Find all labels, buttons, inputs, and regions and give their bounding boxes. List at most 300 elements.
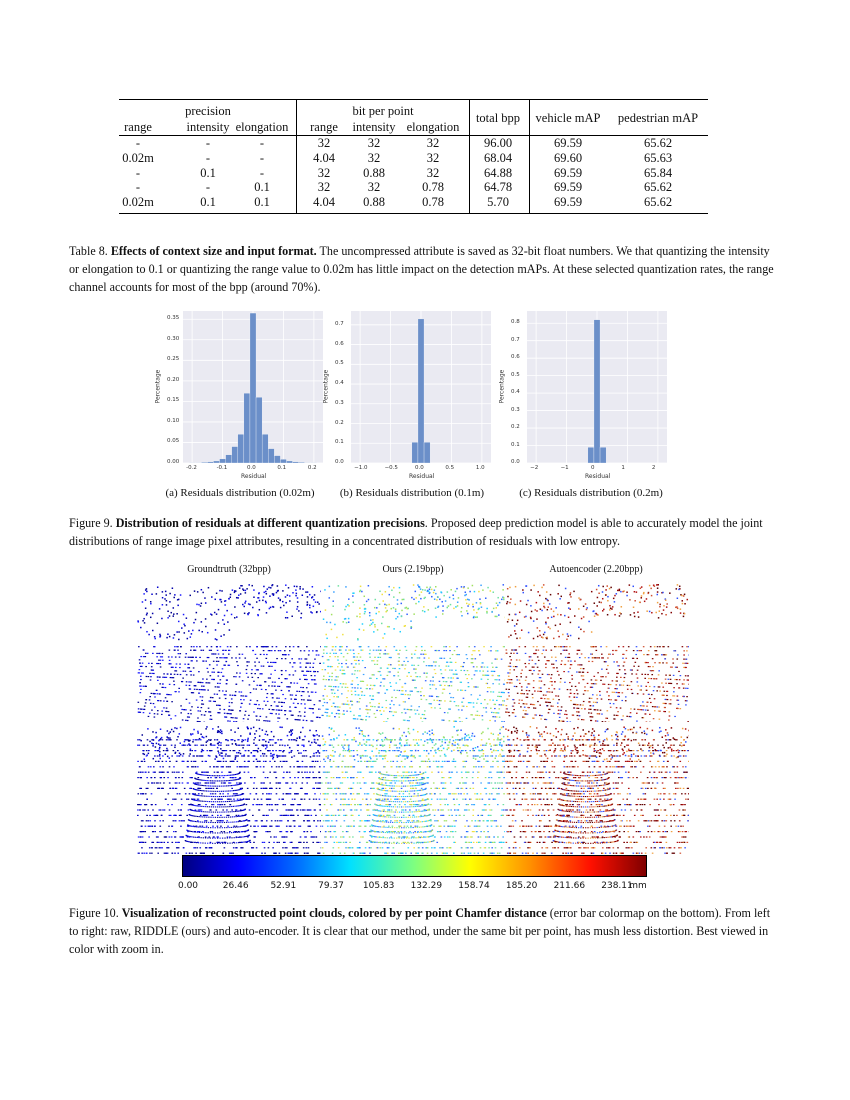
- point: [275, 772, 277, 773]
- point: [162, 604, 164, 606]
- point: [589, 698, 591, 699]
- point: [579, 664, 581, 665]
- point: [276, 709, 278, 710]
- point: [602, 684, 604, 685]
- point: [545, 695, 547, 696]
- point: [228, 745, 230, 746]
- point: [424, 657, 426, 658]
- point: [307, 601, 309, 603]
- table-cell: -: [259, 166, 265, 180]
- point: [312, 755, 314, 756]
- point: [240, 695, 242, 696]
- point: [440, 591, 442, 593]
- point: [476, 670, 478, 671]
- point: [641, 586, 643, 588]
- point: [179, 793, 181, 794]
- point: [299, 586, 301, 588]
- point: [369, 612, 371, 614]
- point: [261, 689, 263, 690]
- point: [569, 668, 571, 669]
- point: [331, 614, 333, 616]
- point: [646, 598, 648, 600]
- point: [277, 585, 279, 587]
- point: [161, 714, 163, 715]
- point: [219, 761, 221, 762]
- point: [160, 700, 162, 701]
- point: [435, 616, 437, 618]
- x-tick-label: -0.2: [186, 465, 197, 471]
- point: [378, 671, 380, 672]
- point: [590, 709, 592, 710]
- point: [286, 831, 288, 832]
- point: [688, 646, 689, 647]
- y-tick-label: 0.3: [511, 406, 520, 413]
- point: [243, 718, 245, 719]
- histogram-bar: [213, 461, 219, 463]
- point: [234, 793, 236, 794]
- point: [639, 650, 641, 651]
- point: [179, 836, 181, 837]
- point: [207, 682, 209, 683]
- point: [260, 788, 262, 789]
- point: [163, 777, 165, 778]
- point: [163, 700, 165, 701]
- point: [397, 599, 399, 601]
- table-caption-text: The uncompressed attribute is saved as 32-bit float numbers. We that quantizing the intensity or elongation to 0.1 or quantizing the range value to 0.02m has little impact on the detection mAPs. At these selected quantization rates, the range channel accounts for most of the bpp (around 70%).: [69, 244, 774, 294]
- point: [357, 718, 359, 719]
- y-tick-label: 0.1: [335, 439, 344, 446]
- point: [283, 605, 285, 607]
- point: [642, 717, 644, 718]
- point: [182, 755, 184, 756]
- point: [665, 654, 667, 655]
- point: [335, 676, 337, 677]
- point: [488, 675, 490, 676]
- table-cell: 69.60: [553, 151, 583, 165]
- point: [621, 700, 623, 701]
- point: [147, 788, 149, 789]
- point: [545, 598, 547, 600]
- point: [487, 587, 489, 589]
- point: [366, 705, 368, 706]
- point: [289, 662, 291, 663]
- point: [200, 696, 202, 697]
- point: [382, 707, 384, 708]
- point: [413, 599, 415, 601]
- point: [151, 793, 153, 794]
- point: [345, 683, 347, 684]
- point: [286, 826, 288, 827]
- point: [623, 665, 625, 666]
- point: [285, 698, 287, 699]
- point: [256, 685, 258, 686]
- point: [404, 668, 406, 669]
- point: [152, 831, 154, 832]
- point: [226, 750, 228, 751]
- point: [325, 634, 327, 636]
- point: [374, 713, 376, 714]
- point: [364, 613, 366, 615]
- point: [228, 799, 230, 800]
- point: [145, 666, 147, 667]
- point: [253, 688, 255, 689]
- point: [289, 747, 291, 749]
- point: [220, 748, 222, 750]
- point: [262, 739, 264, 740]
- point: [358, 663, 360, 664]
- point: [227, 713, 229, 714]
- point: [343, 710, 345, 711]
- point: [195, 739, 197, 740]
- point: [401, 610, 403, 612]
- point: [221, 601, 223, 603]
- point: [564, 615, 566, 617]
- point: [606, 669, 608, 670]
- point: [161, 815, 163, 816]
- point: [319, 755, 321, 756]
- point: [192, 657, 194, 658]
- point: [686, 646, 688, 647]
- point: [306, 646, 308, 647]
- point: [245, 590, 247, 592]
- point: [167, 701, 169, 702]
- point: [410, 626, 412, 628]
- point: [346, 646, 348, 647]
- point: [415, 597, 417, 599]
- point: [541, 698, 543, 699]
- point: [430, 688, 432, 689]
- point: [353, 715, 355, 716]
- point: [199, 809, 201, 810]
- point: [269, 772, 271, 773]
- point: [272, 750, 274, 751]
- point: [529, 683, 531, 684]
- point: [669, 675, 671, 676]
- point: [188, 743, 190, 745]
- x-tick-label: 0.0: [415, 465, 424, 471]
- point: [253, 788, 255, 789]
- point: [310, 836, 312, 837]
- point: [525, 585, 527, 587]
- point: [140, 689, 142, 690]
- point: [354, 670, 356, 671]
- point: [487, 687, 489, 688]
- point: [588, 621, 590, 623]
- point: [260, 685, 262, 686]
- point: [584, 690, 586, 691]
- point: [285, 670, 287, 671]
- point: [236, 766, 238, 767]
- point: [460, 666, 462, 667]
- point: [564, 682, 566, 683]
- point: [614, 688, 616, 689]
- point: [309, 772, 311, 773]
- point: [162, 755, 164, 756]
- point: [328, 686, 330, 687]
- table-cell: -: [135, 180, 141, 194]
- point: [251, 673, 253, 674]
- point: [156, 782, 158, 783]
- point: [227, 621, 229, 623]
- point: [160, 782, 162, 783]
- point: [181, 709, 183, 710]
- point: [657, 646, 659, 647]
- point: [203, 737, 205, 739]
- point: [221, 782, 223, 783]
- point: [526, 687, 528, 688]
- point: [680, 675, 682, 676]
- point: [234, 617, 236, 619]
- point: [630, 614, 632, 616]
- point: [379, 653, 381, 654]
- point: [276, 842, 278, 843]
- point: [583, 616, 585, 618]
- point: [422, 610, 424, 612]
- point: [411, 691, 413, 692]
- figure9-caption-bold: Distribution of residuals at different quantization precisions: [115, 516, 425, 530]
- point: [217, 747, 219, 749]
- point: [226, 717, 228, 718]
- point: [537, 691, 539, 692]
- point: [217, 675, 219, 676]
- point: [451, 670, 453, 671]
- point: [261, 804, 263, 805]
- point: [346, 704, 348, 705]
- point: [650, 588, 652, 590]
- point: [419, 676, 421, 677]
- point: [341, 666, 343, 667]
- point: [272, 809, 274, 810]
- y-axis-label: Percentage: [154, 369, 162, 404]
- point: [535, 650, 537, 651]
- point: [645, 686, 647, 687]
- point: [347, 666, 349, 667]
- point: [180, 594, 182, 596]
- point: [350, 650, 352, 651]
- point: [151, 593, 153, 595]
- point: [378, 692, 380, 693]
- point: [492, 667, 494, 668]
- point: [160, 666, 162, 667]
- point: [205, 626, 207, 628]
- point: [323, 699, 325, 700]
- histogram-svg-0: [183, 311, 323, 463]
- point: [347, 604, 349, 606]
- point: [260, 716, 262, 717]
- point: [335, 706, 337, 707]
- point: [268, 799, 270, 800]
- point: [645, 713, 647, 714]
- point: [205, 728, 207, 730]
- point: [364, 608, 366, 610]
- point: [581, 653, 583, 654]
- point: [473, 702, 475, 703]
- point: [317, 761, 319, 762]
- point: [173, 831, 175, 832]
- histogram-bar: [424, 442, 430, 463]
- point: [223, 665, 225, 666]
- point: [397, 653, 399, 654]
- point: [408, 698, 410, 699]
- point: [442, 692, 444, 693]
- point: [264, 826, 266, 827]
- y-tick-label: 0.7: [335, 320, 344, 327]
- point: [199, 782, 201, 783]
- point: [174, 646, 176, 647]
- point: [562, 721, 564, 722]
- point: [265, 733, 267, 735]
- table-cell: 0.1: [200, 166, 216, 180]
- point: [643, 709, 645, 710]
- point: [345, 606, 347, 608]
- point: [312, 712, 314, 713]
- point: [688, 654, 689, 655]
- point: [177, 599, 179, 601]
- point: [619, 615, 621, 617]
- point: [680, 608, 682, 610]
- point: [226, 820, 228, 821]
- point: [580, 668, 582, 669]
- point: [458, 709, 460, 710]
- point: [508, 689, 510, 690]
- point: [583, 631, 585, 633]
- point: [252, 607, 254, 609]
- point: [267, 693, 269, 694]
- point: [205, 761, 207, 762]
- point: [215, 686, 217, 687]
- point: [420, 695, 422, 696]
- point: [456, 678, 458, 679]
- point: [677, 608, 679, 610]
- point: [297, 597, 299, 599]
- point: [577, 664, 579, 665]
- point: [276, 592, 278, 594]
- point: [253, 596, 255, 598]
- point: [610, 699, 612, 700]
- point: [353, 718, 355, 719]
- point: [300, 752, 302, 754]
- point: [214, 739, 216, 740]
- point: [389, 682, 391, 683]
- point: [157, 842, 159, 843]
- point: [306, 720, 308, 721]
- point: [443, 720, 445, 721]
- point: [213, 836, 215, 837]
- point: [207, 777, 209, 778]
- point: [208, 708, 210, 709]
- point: [159, 754, 161, 756]
- point: [289, 752, 291, 754]
- point: [461, 702, 463, 703]
- point: [527, 697, 529, 698]
- point: [532, 694, 534, 695]
- point: [264, 681, 266, 682]
- point: [257, 804, 259, 805]
- point: [416, 646, 418, 647]
- point: [361, 691, 363, 692]
- point: [190, 745, 192, 746]
- point: [287, 745, 289, 746]
- point: [236, 815, 238, 816]
- point: [306, 782, 308, 783]
- point: [145, 699, 147, 700]
- histogram-bar: [418, 319, 424, 463]
- point: [567, 657, 569, 658]
- point: [476, 612, 478, 614]
- point: [166, 748, 168, 750]
- point: [269, 782, 271, 783]
- point: [155, 761, 157, 762]
- point: [617, 692, 619, 693]
- point: [255, 654, 257, 655]
- histogram-bar: [250, 313, 256, 463]
- point: [293, 815, 295, 816]
- point: [296, 740, 298, 742]
- point: [234, 606, 236, 608]
- point: [634, 600, 636, 602]
- point: [466, 718, 468, 719]
- point: [219, 709, 221, 710]
- point: [395, 608, 397, 610]
- point: [360, 688, 362, 689]
- point: [404, 701, 406, 702]
- point: [619, 684, 621, 685]
- point: [249, 684, 251, 685]
- point: [210, 831, 212, 832]
- point: [254, 836, 256, 837]
- point: [140, 772, 142, 773]
- point: [156, 743, 158, 745]
- point: [545, 650, 547, 651]
- point: [290, 694, 292, 695]
- point: [286, 611, 288, 613]
- point: [200, 815, 202, 816]
- point: [498, 708, 500, 709]
- point: [403, 599, 405, 601]
- point: [360, 656, 362, 657]
- point: [243, 745, 245, 746]
- point: [462, 706, 464, 707]
- point: [260, 654, 262, 655]
- point: [270, 793, 272, 794]
- point: [143, 618, 145, 620]
- point: [252, 815, 254, 816]
- point: [468, 646, 470, 647]
- point: [144, 761, 146, 762]
- point: [297, 777, 299, 778]
- point: [162, 677, 164, 678]
- point: [140, 666, 142, 667]
- point: [350, 711, 352, 712]
- point: [560, 678, 562, 679]
- point: [449, 701, 451, 702]
- point: [154, 638, 156, 640]
- point: [244, 602, 246, 604]
- point: [169, 663, 171, 664]
- point: [189, 595, 191, 597]
- point: [257, 615, 259, 617]
- point: [576, 671, 578, 672]
- point: [180, 646, 182, 647]
- point: [281, 670, 283, 671]
- point: [650, 670, 652, 671]
- point: [461, 607, 463, 609]
- point: [289, 853, 291, 854]
- point: [654, 710, 656, 711]
- point: [261, 646, 263, 647]
- point: [206, 826, 208, 827]
- point: [570, 660, 572, 661]
